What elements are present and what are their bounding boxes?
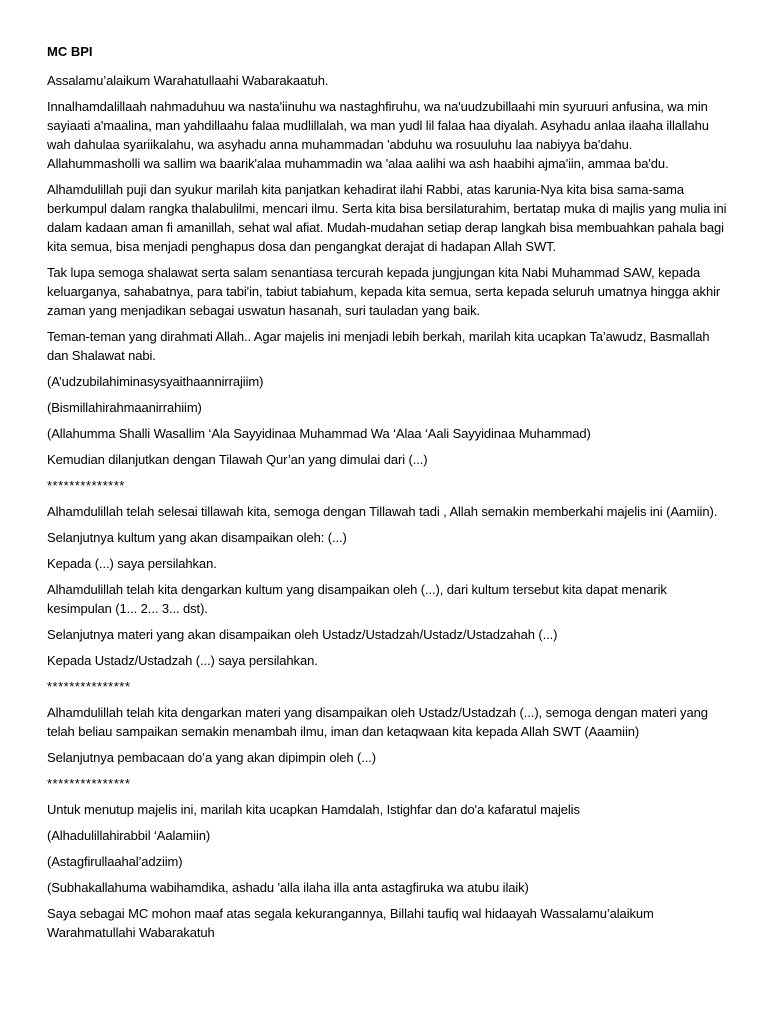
kultum-invitation: Kepada (...) saya persilahkan.: [47, 556, 217, 571]
materi-summary-paragraph: Alhamdulillah telah kita dengarkan materi yang disampaikan oleh Ustadz/Ustadzah (...), semoga dengan materi yang telah beliau sampaikan semakin menambah ilmu, iman dan ketaqwaan kita kepada Allah SWT (Aaamiin): [47, 705, 708, 739]
greeting-paragraph: Assalamu’alaikum Warahatullaahi Wabarakaatuh.: [47, 73, 329, 88]
separator-line: ***************: [47, 776, 131, 791]
basmallah-line: (Bismillahirahmaanirrahiim): [47, 400, 202, 415]
materi-invitation: Kepada Ustadz/Ustadzah (...) saya persilahkan.: [47, 653, 318, 668]
tilawah-paragraph: Kemudian dilanjutkan dengan Tilawah Qur’an yang dimulai dari (...): [47, 452, 428, 467]
closing-paragraph: Untuk menutup majelis ini, marilah kita ucapkan Hamdalah, Istighfar dan do'a kafaratul majelis: [47, 802, 580, 817]
materi-announcement: Selanjutnya materi yang akan disampaikan oleh Ustadz/Ustadzah/Ustadz/Ustadzahah (...): [47, 627, 558, 642]
gratitude-paragraph: Alhamdulillah puji dan syukur marilah kita panjatkan kehadirat ilahi Rabbi, atas karunia-Nya kita bisa sama-sama berkumpul dalam rangka thalabulilmi, mencari ilmu. Serta kita bisa bersilaturahim, bertatap muka di majlis yang mulia ini dalam kadaan aman fi amanillah, sehat wal afiat. Mudah-mudahan setiap derap langkah bisa membuahkan pahala bagi kita semua, bisa menjadi penghapus dosa dan pengangkat derajat di hadapan Allah SWT.: [47, 182, 727, 254]
document-title: MC BPI: [47, 44, 93, 59]
kultum-announcement: Selanjutnya kultum yang akan disampaikan oleh: (...): [47, 530, 347, 545]
shalawat-paragraph: Tak lupa semoga shalawat serta salam senantiasa tercurah kepada jungjungan kita Nabi Muhammad SAW, kepada keluarganya, sahabatnya, para tabi'in, tabiut tabiahum, kepada kita semua, serta kepada seluruh umatnya hingga akhir zaman yang menjadikan sebagai uswatun hasanah, suri tauladan yang baik.: [47, 265, 721, 318]
separator-line: **************: [47, 478, 125, 493]
invitation-paragraph: Teman-teman yang dirahmati Allah.. Agar majelis ini menjadi lebih berkah, marilah kita ucapkan Ta’awudz, Basmallah dan Shalawat nabi.: [47, 329, 710, 363]
shalawat-line: (Allahumma Shalli Wasallim ‘Ala Sayyidinaa Muhammad Wa ‘Alaa ‘Aali Sayyidinaa Muhammad): [47, 426, 591, 441]
farewell-paragraph: Saya sebagai MC mohon maaf atas segala kekurangannya, Billahi taufiq wal hidaayah Wassalamu’alaikum Warahmatullahi Wabarakatuh: [47, 906, 654, 940]
kafaratul-majelis-line: (Subhakallahuma wabihamdika, ashadu 'alla ilaha illa anta astagfiruka wa atubu ilaik): [47, 880, 529, 895]
taawudz-line: (A’udzubilahiminasysyaithaannirrajiim): [47, 374, 264, 389]
separator-line: ***************: [47, 679, 131, 694]
doa-announcement: Selanjutnya pembacaan do’a yang akan dipimpin oleh (...): [47, 750, 377, 765]
kultum-summary-paragraph: Alhamdulillah telah kita dengarkan kultum yang disampaikan oleh (...), dari kultum tersebut kita dapat menarik kesimpulan (1... 2... 3... dst).: [47, 582, 667, 616]
hamdalah-line: (Alhadulillahirabbil ‘Aalamiin): [47, 828, 211, 843]
document-page: [47, 42, 727, 949]
after-tilawah-paragraph: Alhamdulillah telah selesai tillawah kita, semoga dengan Tillawah tadi , Allah semakin memberkahi majelis ini (Aamiin).: [47, 504, 718, 519]
opening-khutbah-paragraph: Innalhamdalillaah nahmaduhuu wa nasta'iinuhu wa nastaghfiruhu, wa na'uudzubillaahi min syuruuri anfusina, wa min sayiaati a'maalina, man yahdillaahu falaa mudlillalah, wa man yudl lil falaa haa diyalah. Asyhadu anlaa ilaaha illallahu wah dahulaa syariikalahu, wa asyhadu anna muhammadan 'abduhu wa rosuuluhu laa nabiyya ba'dahu. Allahummasholli wa sallim wa baarik'alaa muhammadin wa 'alaa aalihi wa ash haabihi ajma'iin, ammaa ba'du.: [47, 99, 709, 171]
istighfar-line: (Astagfirullaahal’adziim): [47, 854, 183, 869]
